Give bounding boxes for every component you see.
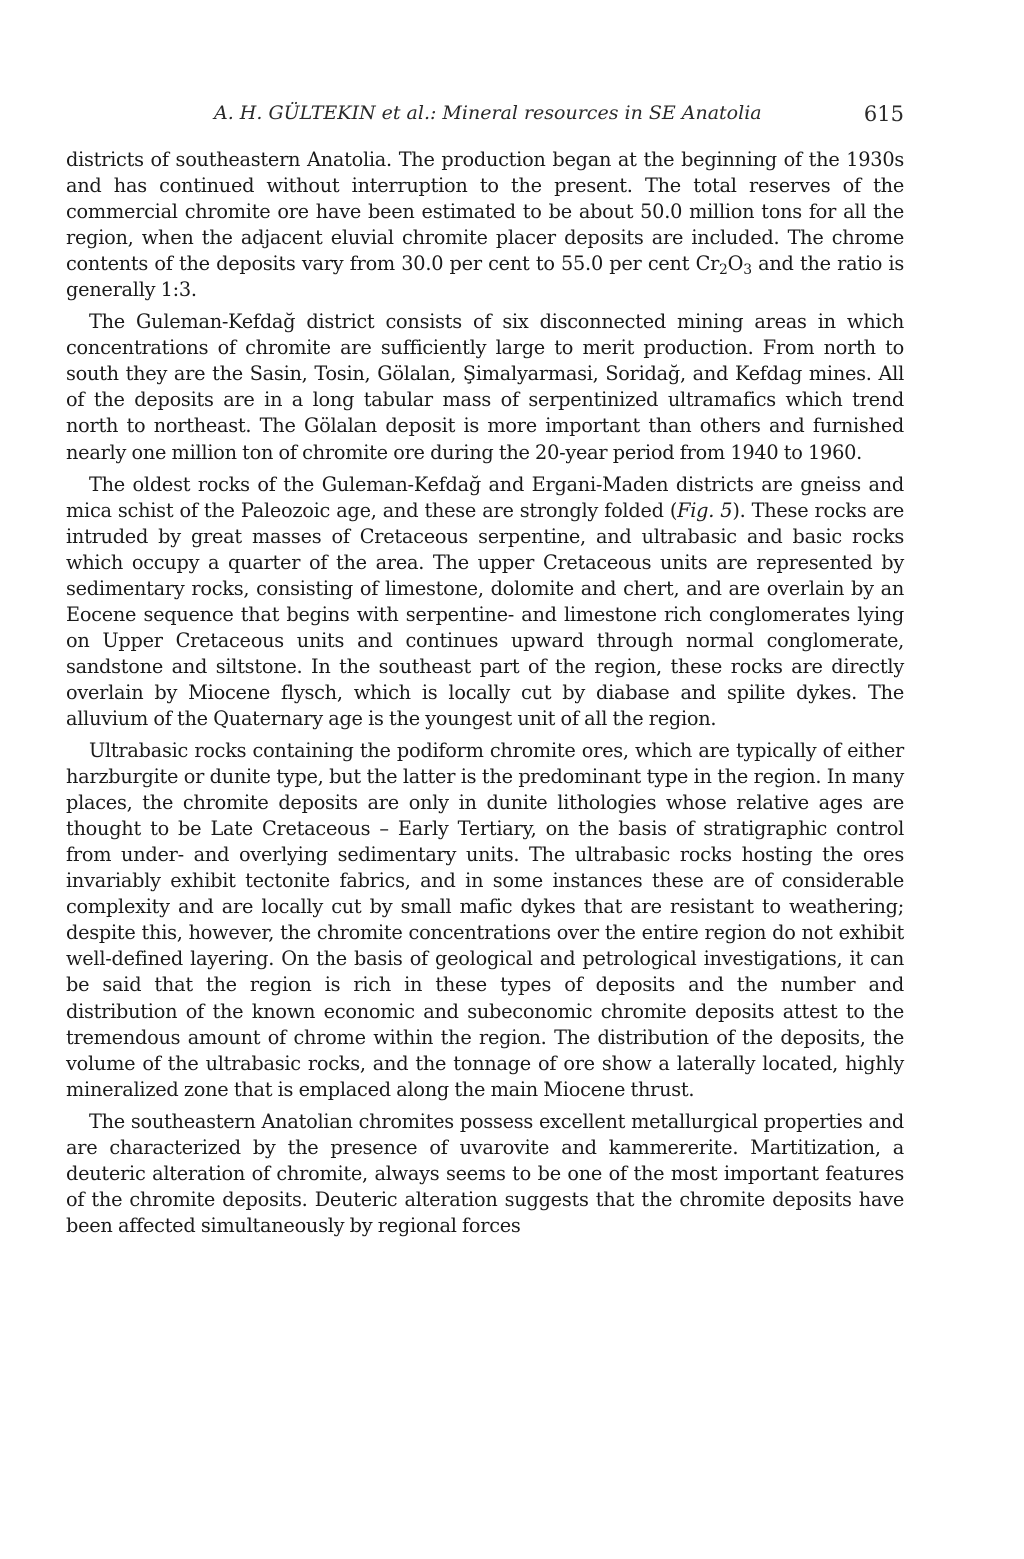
running-head-author-smallcaps: ÜLTEKIN: [283, 102, 376, 124]
running-head: [66, 102, 904, 132]
paragraph-4: Ultrabasic rocks containing the podiform chromite ores, which are typically of either harzburgite or dunite type, but the latter is the predominant type in the region. In many places, the chromite deposits are only in dunite lithologies whose relative ages are thought to be Late Cretaceous – Early Tertiary, on the basis of stratigraphic control from under- and overlying sedimentary units. The ultrabasic rocks hosting the ores invariably exhibit tectonite fabrics, and in some instances these are of considerable complexity and are locally cut by small mafic dykes that are resistant to weathering; despite this, however, the chromite concentrations over the entire region do not exhibit well-defined layering. On the basis of geological and petrological investigations, it can be said that the region is rich in these types of deposits and the number and distribution of the known economic and subeconomic chromite deposits attest to the tremendous amount of chrome within the region. The distribution of the deposits, the volume of the ultrabasic rocks, and the tonnage of ore show a laterally located, highly mineralized zone that is emplaced along the main Miocene thrust.: [66, 739, 904, 1101]
paragraph-3: [66, 472, 904, 732]
page-number: 615: [863, 102, 904, 126]
paragraph-3-end: ). These rocks are intruded by great masses of Cretaceous serpentine, and ultrabasic and basic rocks which occupy a quarter of the area. The upper Cretaceous units are represented by sedimentary rocks, consisting of limestone, dolomite and chert, and are overlain by an Eocene sequence that begins with serpentine- and limestone rich conglomerates lying on Upper Cretaceous units and continues upward through normal conglomerate, sandstone and siltstone. In the southeast part of the region, these rocks are directly overlain by Miocene flysch, which is locally cut by diabase and spilite dykes. The alluvium of the Quaternary age is the youngest unit of all the region.: [66, 498, 904, 730]
document-page: [66, 0, 904, 1559]
body-text: [66, 147, 904, 1245]
paragraph-1: [66, 147, 904, 303]
subscript: 2: [719, 262, 728, 279]
running-head-rest: et al.: Mineral resources in SE Anatolia: [375, 102, 762, 124]
paragraph-1-end: and the ratio is generally 1:3.: [66, 252, 904, 302]
paragraph-5: The southeastern Anatolian chromites possess excellent metallurgical properties and are characterized by the presence of uvarovite and kammererite. Martitization, a deuteric alteration of chromite, always seems to be one of the most important features of the chromite deposits. Deuteric alteration suggests that the chromite deposits have been affected simultaneously by regional forces: [66, 1109, 904, 1237]
running-head-author: A. H. G: [214, 102, 284, 124]
subscript: 3: [743, 262, 752, 279]
running-head-title: [214, 102, 762, 124]
formula-part: O: [727, 252, 744, 276]
paragraph-3-start: The oldest rocks of the Guleman-Kefdağ and Ergani-Maden districts are gneiss and mica schist of the Paleozoic age, and these are strongly folded (: [66, 472, 904, 522]
paragraph-2: The Guleman-Kefdağ district consists of six disconnected mining areas in which concentrations of chromite are sufficiently large to merit production. From north to south they are the Sasin, Tosin, Gölalan, Şimalyarmasi, Soridağ, and Kefdag mines. All of the deposits are in a long tabular mass of serpentinized ultramafics which trend north to northeast. The Gölalan deposit is more important than others and furnished nearly one million ton of chromite ore during the 20-year period from 1940 to 1960.: [66, 310, 904, 464]
paragraph-1-text: districts of southeastern Anatolia. The production began at the beginning of the 1930s and has continued without interruption to the present. The total reserves of the commercial chromite ore have been estimated to be about 50.0 million tons for all the region, when the adjacent eluvial chromite placer deposits are included. The chrome contents of the deposits vary from 30.0 per cent to 55.0 per cent Cr: [66, 148, 904, 276]
figure-reference[interactable]: Fig. 5: [677, 498, 733, 522]
